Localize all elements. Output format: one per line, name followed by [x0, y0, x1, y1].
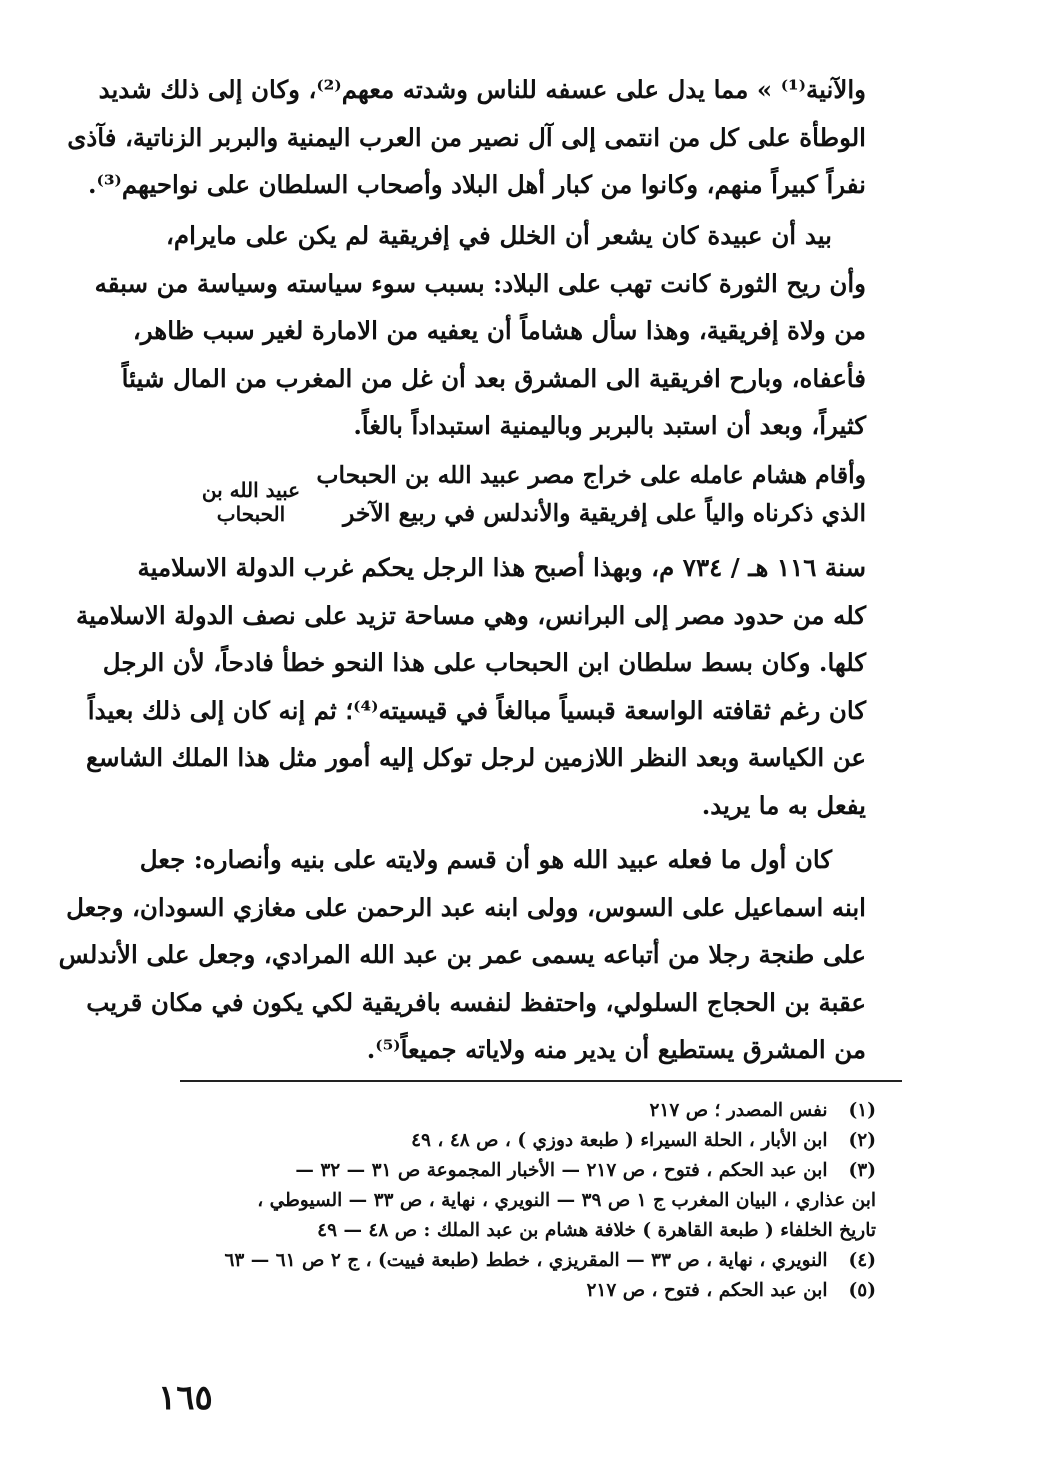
paragraph-1: [67, 66, 866, 209]
footnote-number: (٤): [848, 1250, 876, 1271]
text-line: كثيراً، وبعد أن استبد بالبربر وباليمنية استبداداً بالغاً.: [353, 411, 866, 441]
footnote-number: (٣): [848, 1160, 876, 1181]
margin-heading: عبيد الله بن الحبحاب: [201, 478, 301, 526]
text-line: الذي ذكرناه والياً على إفريقية والأندلس في ربيع الآخر: [342, 499, 866, 527]
text-line: كلها. وكان بسط سلطان ابن الحبحاب على هذا النحو خطأ فادحاً، لأن الرجل: [102, 648, 866, 678]
text-line: على طنجة رجلا من أتباعه يسمى عمر بن عبد الله المرادي، وجعل على الأندلس: [58, 940, 866, 970]
text-line: نفراً كبيراً منهم، وكانوا من كبار أهل البلاد وأصحاب السلطان على نواحيهم⁽³⁾.: [87, 170, 866, 200]
footnote-text: النويري ، نهاية ، ص ٣٣ — المقريزي ، خطط (طبعة فييت) ، ج ٢ ص ٦١ — ٦٣: [224, 1250, 828, 1271]
footnote-1: [164, 1096, 876, 1126]
paragraph-2: [94, 212, 866, 450]
footnote-number: (٥): [848, 1280, 876, 1301]
text-line: سنة ١١٦ هـ / ٧٣٤ م، وبهذا أصبح هذا الرجل يحكم غرب الدولة الاسلامية: [137, 553, 866, 582]
side-text: [316, 456, 866, 532]
text-line: وأقام هشام عامله على خراج مصر عبيد الله بن الحبحاب: [316, 461, 866, 489]
footnote-text: ابن الأبار ، الحلة السيراء ( طبعة دوزي ) ، ص ٤٨ ، ٤٩: [411, 1130, 828, 1151]
text-line: يفعل به ما يريد.: [701, 790, 866, 820]
footnote-2: [164, 1126, 876, 1156]
footnote-text: ابن عبد الحكم ، فتوح ، ص ٢١٧ — الأخبار المجموعة ص ٣١ — ٣٢ —: [295, 1160, 828, 1181]
text-line: عن الكياسة وبعد النظر اللازمين لرجل توكل إليه أمور مثل هذا الملك الشاسع: [85, 743, 866, 773]
footnotes: [164, 1096, 876, 1306]
text-line: بيد أن عبيدة كان يشعر أن الخلل في إفريقية لم يكن على مايرام،: [166, 221, 832, 250]
text-line: كله من حدود مصر إلى البرانس، وهي مساحة تزيد على نصف الدولة الاسلامية: [76, 600, 866, 630]
text-line: من المشرق يستطيع أن يدير منه ولاياته جميعاً⁽⁵⁾.: [366, 1035, 866, 1065]
footnote-text: ابن عذاري ، البيان المغرب ج ١ ص ٣٩ — النويري ، نهاية ، ص ٣٣ — السيوطي ،: [257, 1190, 876, 1211]
footnote-text: ابن عبد الحكم ، فتوح ، ص ٢١٧: [586, 1280, 828, 1301]
text-line: وأن ريح الثورة كانت تهب على البلاد: بسبب سوء سياسته وسياسة من سبقه: [94, 268, 866, 298]
footnote-3-continued: [164, 1186, 876, 1216]
footnote-divider: [180, 1080, 902, 1082]
text-line: كان أول ما فعله عبيد الله هو أن قسم ولايته على بنيه وأنصاره: جعل: [139, 845, 832, 874]
page-number: ١٦٥: [158, 1378, 213, 1418]
text-line: عقبة بن الحجاج السلولي، واحتفظ لنفسه بافريقية لكي يكون في مكان قريب: [86, 987, 866, 1017]
paragraph-4: [58, 836, 866, 1074]
text-line: كان رغم ثقافته الواسعة قبسياً مبالغاً في قيسيته⁽⁴⁾؛ ثم إنه كان إلى ذلك بعيداً: [87, 695, 866, 725]
footnote-number: (٢): [848, 1130, 876, 1151]
side-heading-block: [166, 456, 866, 556]
footnote-5: [164, 1276, 876, 1306]
text-line: الوطأة على كل من انتمى إلى آل نصير من العرب اليمنية والبربر الزناتية، فآذى: [67, 122, 866, 152]
paragraph-3: [76, 544, 866, 830]
footnote-3-continued: [164, 1216, 876, 1246]
text-line: والآنية⁽¹⁾ » مما يدل على عسفه للناس وشدته معهم⁽²⁾، وكان إلى ذلك شديد: [98, 75, 866, 104]
footnote-3: [164, 1156, 876, 1186]
text-line: ابنه اسماعيل على السوس، وولى ابنه عبد الرحمن على مغازي السودان، وجعل: [66, 892, 866, 922]
footnote-number: (١): [848, 1100, 876, 1121]
text-line: فأعفاه، وبارح افريقية الى المشرق بعد أن غل من المغرب من المال شيئاً: [121, 363, 866, 393]
footnote-4: [164, 1246, 876, 1276]
footnote-text: تاريخ الخلفاء ( طبعة القاهرة ) خلافة هشام بن عبد الملك : ص ٤٨ — ٤٩: [317, 1220, 876, 1241]
text-line: من ولاة إفريقية، وهذا سأل هشاماً أن يعفيه من الامارة لغير سبب ظاهر،: [132, 316, 866, 346]
footnote-text: نفس المصدر ؛ ص ٢١٧: [649, 1100, 828, 1121]
